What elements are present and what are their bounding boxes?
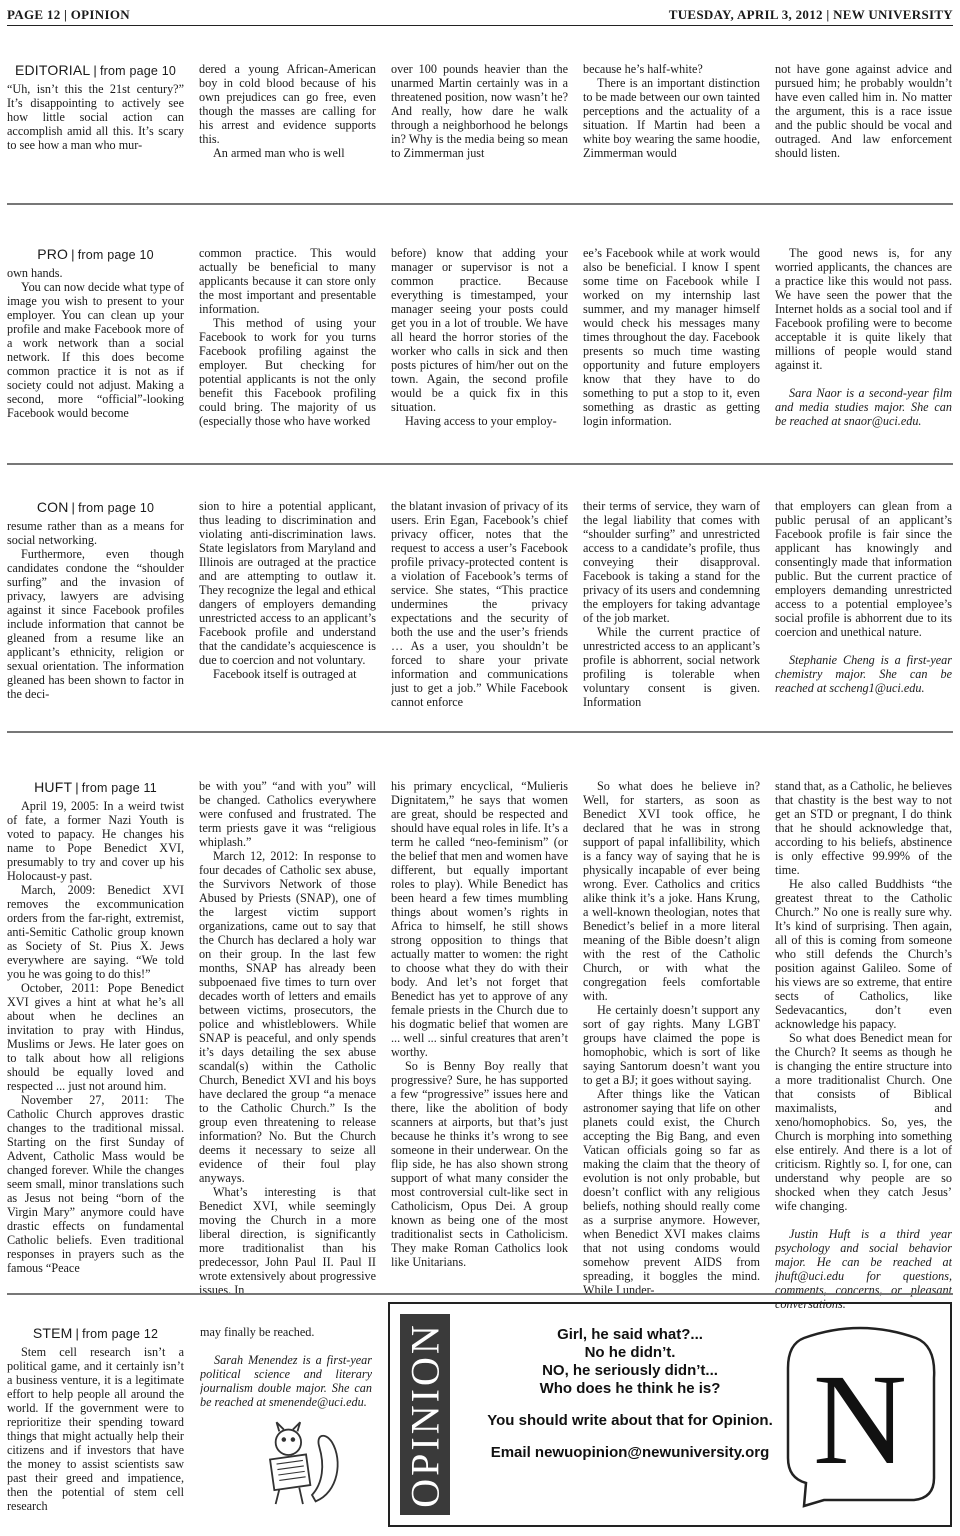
author-byline: Sara Naor is a second-year film and media studies major. She can be reached at snaor@uci.edu.: [775, 386, 952, 428]
ad-line: Who does he think he is?: [539, 1380, 721, 1397]
paragraph: that employers can glean from a public perusal of an applicant’s Facebook profile is fair since the applicant has knowingly and consentingly made that information public. But the current practice of employers demanding unrestricted access to a potential employee’s social profile is abhorrent due to its coercion and unethical nature.: [775, 499, 952, 639]
editorial-column-5: [775, 62, 952, 160]
paragraph: April 19, 2005: In a weird twist of fate, a former Nazi Youth is voted to papacy. He changes his name to Pope Benedict XVI, presumably to try and cover up his Holocaust-y past.: [7, 799, 184, 883]
huft-column-3: [391, 779, 568, 1269]
con-column-2: [199, 499, 376, 681]
ad-message-group-1: [480, 1326, 780, 1398]
new-university-logo: [784, 1318, 936, 1508]
pro-column-4: [583, 246, 760, 428]
paragraph: He certainly doesn’t support any sort of gay rights. Many LGBT groups have claimed the pope is homophobic, which is sort of like saying Santorum doesn’t want you to get a BJ; it goes without saying.: [583, 1003, 760, 1087]
con-column-3: [391, 499, 568, 709]
paragraph: resume rather than as a means for social networking.: [7, 519, 184, 547]
kicker-word: STEM: [32, 1325, 73, 1341]
paragraph: their terms of service, they warn of the legal liability that comes with “shoulder surfing” and unrestricted access to a candidate’s profile, thus conveying their disapproval. Facebook is taking a stand for the privacy of its users and condemning the employers for taking advantage of the job market.: [583, 499, 760, 625]
con-article: [7, 499, 953, 709]
kicker-separator: |: [75, 1326, 80, 1341]
kicker-word: EDITORIAL: [14, 62, 91, 78]
issue-date-publication: TUESDAY, APRIL 3, 2012 | NEW UNIVERSITY: [668, 7, 953, 22]
page-header: [7, 5, 953, 26]
ad-message-group-2: [480, 1412, 780, 1430]
paragraph: “Uh, isn’t this the 21st century?” It’s disappointing to actively see how little social action can accomplish amid all this. It’s scary to see how a man who mur-: [7, 82, 184, 152]
logo-letter: N: [813, 1348, 907, 1492]
section-kicker: [7, 500, 184, 515]
paragraph: There is an important distinction to be made between our own tainted perceptions and the actuality of a situation. If Martin had been a white boy wearing the same hoodie, Zimmerman would: [583, 76, 760, 160]
section-kicker: [7, 63, 184, 78]
paragraph: Furthermore, even though candidates condone the “shoulder surfing” and the invasion of privacy, lawyers are advising against it since Facebook profiles include information that cannot be gleaned from a resume like an applicant’s ethnicity, religion or sexual orientation. The information gleaned has been shown to factor in the deci-: [7, 547, 184, 701]
opinion-ad: [388, 1302, 952, 1527]
section-divider: [7, 203, 953, 205]
author-byline: Sarah Menendez is a first-year political science and literary journalism double major. She can be reached at smenende@uci.edu.: [200, 1353, 372, 1409]
paragraph: March, 2009: Benedict XVI removes the excommunication orders from the far-right, extremist, anti-Semitic Catholic group known as Society of St. Pius X. Jews everywhere are saying. “We told you he was going to do this!”: [7, 883, 184, 981]
kicker-word: CON: [36, 499, 69, 515]
ad-message: [480, 1326, 780, 1462]
editorial-column-4: [583, 62, 760, 160]
paragraph: over 100 pounds heavier than the unarmed Martin certainly was in a threatened position, now wasn’t he? And really, how dare he walk through a neighborhood he belongs in? Why is the media being so mean to Zimmerman just: [391, 62, 568, 160]
stem-column-1: [7, 1325, 184, 1513]
kicker-from-page: from page 10: [99, 64, 177, 78]
opinion-vertical-band: [400, 1314, 450, 1515]
kicker-from-page: from page 10: [77, 248, 154, 262]
con-column-5: [775, 499, 952, 695]
paragraph: So what does he believe in? Well, for starters, as soon as Benedict XVI took office, he declared that he was in strong support of papal infallibility, which is a fancy way of saying that he is physically incapable of ever being wrong. Ever. Catholics and critics alike think it’s a joke. Hans Krung, a well-known theologian, notes that Benedict’s belief in a more literal meaning of the Bible doesn’t align with the rest of the Catholic Church, or with what the congregation feels comfortable with.: [583, 779, 760, 1003]
author-byline: Justin Huft is a third year psychology and social behavior major. He can be reached at jhuft@uci.edu for questions, comments, concerns, or pleasant conversations.: [775, 1227, 952, 1311]
paragraph: March 12, 2012: In response to four decades of Catholic sex abuse, the Survivors Network of those Abused by Priests (SNAP), one of the largest victim support organizations, came out to say that the Church has declared a holy war on their group. In the last few months, SNAP has already been subpoenaed five times to turn over decades worth of letters and emails between victims, prosecutors, the police and whistleblowers. While SNAP is peaceful, and only spends it’s days detailing the sex abuse scandal(s) within the Catholic Church, Benedict XVI and his boys have declared the group “a menace to the Catholic Church.” Is the group even threatening to release information? No. But the Church deems it necessary to seize all evidence of their foul play anyways.: [199, 849, 376, 1185]
huft-column-4: [583, 779, 760, 1297]
paragraph: Stem cell research isn’t a political game, and it certainly isn’t a business venture, it is a legitimate effort to help people all around the world. If the government were to reprioritize their spending toward things that might actually help their citizens and if investors that have the money to assist scientists saw past their greed and impatience, then the potential of stem cell research: [7, 1345, 184, 1513]
pro-column-5: [775, 246, 952, 428]
con-column-4: [583, 499, 760, 709]
paragraph: He also called Buddhists “the greatest threat to the Catholic Church.” No one is really sure why. It’s kind of surprising. Then again, all of this is coming from someone who still defends the Church’s position against Galileo. Some of his views are so extreme, that entire sects of Catholics, like Sedevacantics, don’t even acknowledge his papacy.: [775, 877, 952, 1031]
paragraph: What’s interesting is that Benedict XVI, while seemingly moving the Church in a more liberal direction, is significantly more traditionalist than his predecessor, John Paul II. Paul II wrote extensively about progressive issues. In: [199, 1185, 376, 1297]
editorial-article: [7, 62, 953, 177]
paragraph: before) know that adding your manager or supervisor is not a common practice. Because everything is timestamped, your manager seeing your posts could get you in a lot of trouble. We have all heard the horror stories of the worker who calls in sick and then posts pictures of him/her out on the town. Again, the second profile would be a quick fix in this situation.: [391, 246, 568, 414]
paragraph: sion to hire a potential applicant, thus leading to discrimination and violating anti-discrimination laws. State legislators from Maryland and Illinois are outraged at the practice and are attempting to outlaw it. They recognize the legal and ethical dangers of employers demanding unrestricted access to an applicant’s Facebook profile and understand that the candidate’s acquiescence is due to coercion and not voluntary.: [199, 499, 376, 667]
paragraph: because he’s half-white?: [583, 62, 703, 76]
paragraph: Facebook itself is outraged at: [213, 667, 357, 681]
huft-column-5: [775, 779, 952, 1311]
kicker-word: HUFT: [34, 779, 73, 795]
ad-line: Girl, he said what?...: [557, 1326, 703, 1343]
kicker-from-page: from page 12: [82, 1327, 159, 1341]
paragraph: An armed man who is well: [213, 146, 345, 160]
huft-column-1: [7, 779, 184, 1275]
pro-column-3: [391, 246, 568, 428]
section-kicker: [7, 1326, 184, 1341]
ad-email-line: Email newuopinion@newuniversity.org: [490, 1444, 770, 1461]
paragraph: So what does Benedict mean for the Church? It seems as though he is changing the entire structure into a more traditionalist Church. One that consists of Biblical maximalists, and xeno/homophobics. So, yes, the Church is morphing into something else entirely. And there is a lot of criticism. Rightly so. I, for one, can understand why people are so shocked when they catch Jesus’ wife changing.: [775, 1031, 952, 1213]
squirrel-mascot-illustration: [252, 1415, 352, 1515]
pro-column-1: [7, 246, 184, 420]
paragraph: ee’s Facebook while at work would also be beneficial. I know I spent some time on Facebook while I worked on my internship last summer, and my manager himself would check his messages many times throughout the day. Facebook presents so much time wasting opportunity and future employers know that they have to do something to put a stop to it, even something as drastic as getting login information.: [583, 246, 760, 428]
editorial-column-3: [391, 62, 568, 160]
opinion-band-text: OPINION: [402, 1321, 448, 1508]
kicker-word: PRO: [37, 246, 69, 262]
section-kicker: [7, 247, 184, 262]
paragraph: Having access to your employ-: [405, 414, 557, 428]
kicker-from-page: from page 11: [81, 781, 157, 795]
pro-column-2: [199, 246, 376, 428]
paragraph: dered a young African-American boy in cold blood because of his own prejudices can go free, even though the masses are calling for his arrest and evidence supports this.: [199, 62, 376, 146]
ad-line: No he didn’t.: [584, 1344, 676, 1361]
paragraph: This method of using your Facebook to work for you turns Facebook profiling against the employer. But checking for potential applicants is not the only benefit this Facebook profiling could bring. The majority of us (especially those who have worked: [199, 316, 376, 428]
paragraph: You can now decide what type of image you wish to present to your employer. You can clean up your profile and make Facebook more of a work network than a social network. If this does become common practice it is not as if society could not adjust. Making a second, more “official”-looking Facebook would become: [7, 280, 184, 420]
huft-article: [7, 779, 953, 1311]
paragraph: the blatant invasion of privacy of its users. Erin Egan, Facebook’s chief privacy officer, notes that the request to access a user’s Facebook profile privacy-protected content is a violation of Facebook’s terms of service. She states, “This practice undermines the privacy expectations and the security of both the use and the user’s friends … As a user, you shouldn’t be forced to share your private information and communications just to get a job.” While Facebook cannot enforce: [391, 499, 568, 709]
author-byline: Stephanie Cheng is a first-year chemistry major. She can be reached at sccheng1@uci.edu.: [775, 653, 952, 695]
kicker-separator: |: [71, 247, 75, 262]
kicker-from-page: from page 10: [78, 501, 155, 515]
paragraph: stand that, as a Catholic, he believes that chastity is the best way to not get an STD or pregnant, I do think that he should acknowledge that, according to his beliefs, abstinence is only effective 99.99% of the time.: [775, 779, 952, 877]
ad-line: You should write about that for Opinion.: [487, 1412, 773, 1429]
kicker-separator: |: [93, 63, 97, 78]
paragraph: So is Benny Boy really that progressive? Sure, he has supported a few “progressive” issues here and there, like the abolition of body scanners at airports, but that’s just because he thinks it’s wrong to see someone in their underwear. On the flip side, he has also shown strong support of what many consider the most controversial cult-like sect in Catholicism, Opus Dei. A group known as being one of the most traditionalist sects in Catholicism. They make Roman Catholics look like Unitarians.: [391, 1059, 568, 1269]
paragraph: The good news is, for any worried applicants, the chances are a practice like this would not pass. We have seen the power that the Internet holds as a social tool and if Facebook profiling were to become acceptable it is quite likely that millions of people would stand against it.: [775, 246, 952, 372]
kicker-separator: |: [71, 500, 76, 515]
section-divider: [7, 731, 953, 733]
paragraph: After things like the Vatican astronomer saying that life on other planets could exist, the Church accepting the Big Bang, and even Vatican officials going so far as making the claim that the theory of evolution is not only probable, but doesn’t conflict with any religious beliefs, nothing should really come as a surprise anymore. However, when Benedict XVI makes claims that not using condoms would somehow prevent AIDS from spreading, it boggles the mind. While I under-: [583, 1087, 760, 1297]
con-column-1: [7, 499, 184, 701]
huft-column-2: [199, 779, 376, 1297]
kicker-separator: |: [75, 780, 79, 795]
paragraph: October, 2011: Pope Benedict XVI gives a hint at what he’s all about when he declines an invitation to pray with Hindus, Muslims or Jews. He later goes on to talk about how all religions should be equally loved and respected ... just not around him.: [7, 981, 184, 1093]
section-kicker: [7, 780, 184, 795]
paragraph: While the current practice of unrestricted access to an applicant’s profile is abhorrent, social network profiling is tolerable when voluntary consent is given. Information: [583, 625, 760, 709]
paragraph: his primary encyclical, “Mulieris Dignitatem,” he says that women are great, should be respected and should have equal roles in life. It’s a term he called “neo-feminism” (or the belief that men and women have different, but equally important roles to play). While Benedict has been heard a few times mumbling things about women’s rights in Africa to himself, he still shows strong opposition to things that actually matter to women: the right to choose what they do with their body. And let’s not forget that Benedict has yet to approve of any female priests in the Church due to his dogmatic belief that women are ... well ... sinful creatures that aren’t worthy.: [391, 779, 568, 1059]
ad-line: NO, he seriously didn’t...: [542, 1362, 718, 1379]
editorial-column-1: [7, 62, 184, 152]
paragraph: common practice. This would actually be beneficial to many applicants because it can store only the most important and presentable information.: [199, 246, 376, 316]
section-divider: [7, 463, 953, 465]
section-divider: [7, 1293, 953, 1295]
ad-message-group-3: [480, 1444, 780, 1462]
paragraph: not have gone against advice and pursued him; he probably wouldn’t have even called him in. No matter the argument, this is a race issue and the public should be vocal and outraged. And law enforcement should listen.: [775, 62, 952, 160]
paragraph: be with you” “and with you” will be changed. Catholics everywhere were confused and frustrated. The term priests gave it was “religious whiplash.”: [199, 779, 376, 849]
paragraph: may finally be reached.: [200, 1325, 315, 1339]
pro-article: [7, 246, 953, 436]
paragraph: own hands.: [7, 266, 63, 280]
stem-column-2: [200, 1325, 372, 1409]
page-number-section: PAGE 12 | OPINION: [7, 7, 130, 22]
paragraph: November 27, 2011: The Catholic Church approves drastic changes to the traditional missal. Starting on the first Sunday of Advent, Catholic Mass would be changed forever. While the changes seem small, minor translations such as Jesus not being “born of the Virgin Mary” anymore could have drastic effects on fundamental Catholic beliefs. Even traditional responses in prayers such as the famous “Peace: [7, 1093, 184, 1275]
stem-article: [7, 1325, 377, 1525]
editorial-column-2: [199, 62, 376, 160]
